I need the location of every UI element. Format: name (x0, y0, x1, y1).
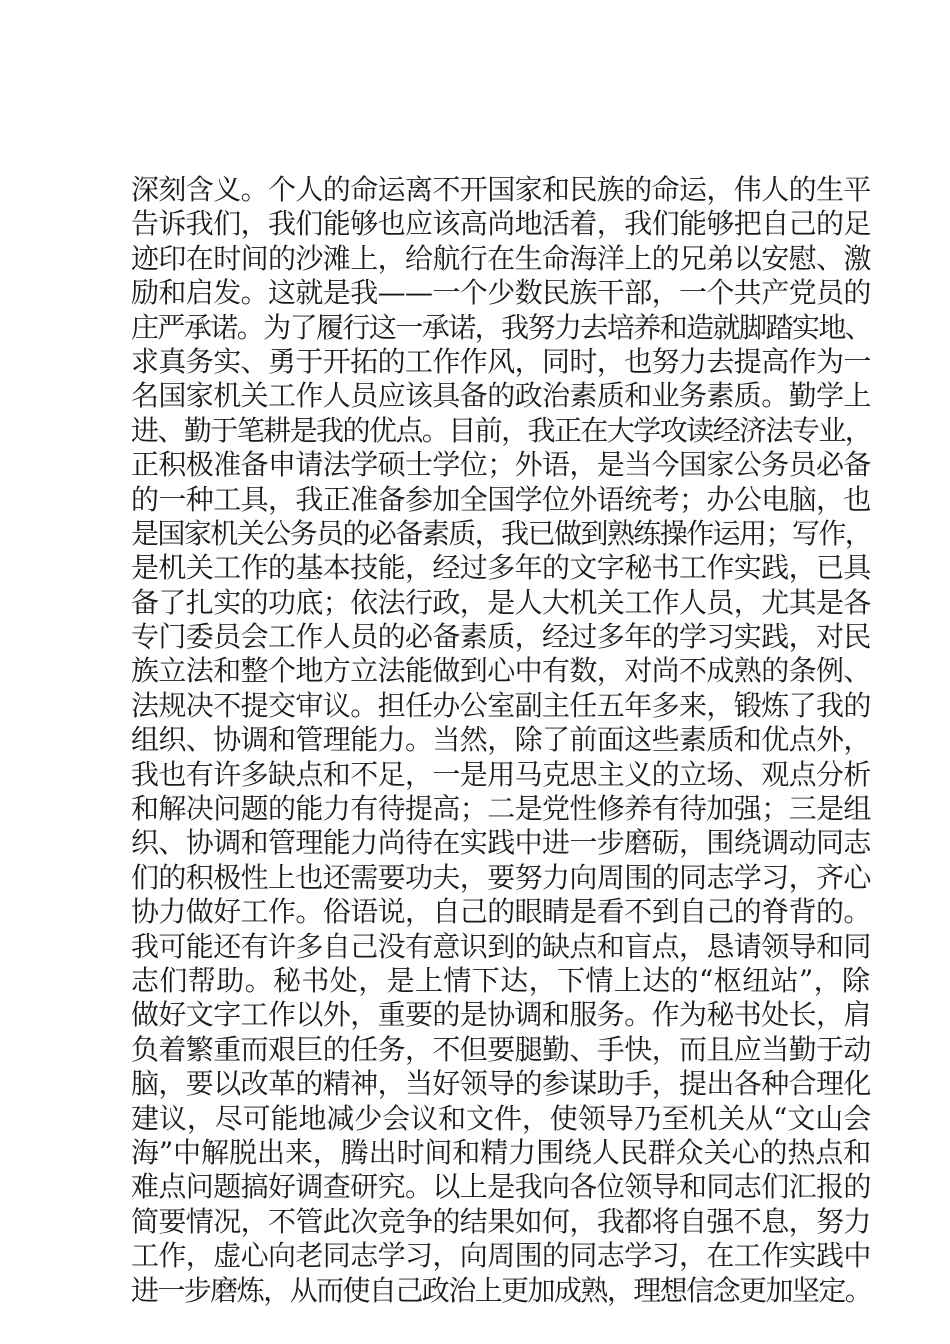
text-line: 励和启发。这就是我——一个少数民族干部，一个共产党员的 (131, 276, 871, 310)
text-line: 正积极准备申请法学硕士学位；外语，是当今国家公务员必备 (131, 448, 871, 482)
text-line: 法规决不提交审议。担任办公室副主任五年多来，锻炼了我的 (131, 688, 871, 722)
text-line: 告诉我们，我们能够也应该高尚地活着，我们能够把自己的足 (131, 207, 871, 241)
text-line: 建议，尽可能地减少会议和文件，使领导乃至机关从“文山会 (131, 1101, 872, 1135)
text-line: 族立法和整个地方立法能做到心中有数，对尚不成熟的条例、 (131, 654, 871, 688)
text-line: 做好文字工作以外，重要的是协调和服务。作为秘书处长，肩 (131, 998, 871, 1032)
text-line: 是国家机关公务员的必备素质，我已做到熟练操作运用；写作， (131, 516, 872, 550)
text-line: 协力做好工作。俗语说，自己的眼睛是看不到自己的脊背的。 (131, 895, 871, 929)
text-line: 负着繁重而艰巨的任务，不但要腿勤、手快，而且应当勤于动 (131, 1032, 871, 1066)
text-line: 志们帮助。秘书处，是上情下达，下情上达的“枢纽站”，除 (131, 963, 871, 997)
text-line: 名国家机关工作人员应该具备的政治素质和业务素质。勤学上 (131, 379, 871, 413)
text-line: 迹印在时间的沙滩上，给航行在生命海洋上的兄弟以安慰、激 (131, 241, 871, 275)
text-line: 难点问题搞好调查研究。以上是我向各位领导和同志们汇报的 (131, 1170, 871, 1204)
text-line: 海”中解脱出来，腾出时间和精力围绕人民群众关心的热点和 (131, 1135, 872, 1169)
text-line: 我也有许多缺点和不足，一是用马克思主义的立场、观点分析 (131, 757, 871, 791)
text-line: 专门委员会工作人员的必备素质，经过多年的学习实践，对民 (131, 620, 871, 654)
body-text (131, 173, 871, 1308)
text-line: 简要情况，不管此次竞争的结果如何，我都将自强不息，努力 (131, 1204, 871, 1238)
text-line: 求真务实、勇于开拓的工作作风，同时，也努力去提高作为一 (131, 344, 871, 378)
text-line: 们的积极性上也还需要功夫，要努力向周围的同志学习，齐心 (131, 860, 871, 894)
text-line: 脑，要以改革的精神，当好领导的参谋助手，提出各种合理化 (131, 1067, 871, 1101)
text-line: 组织、协调和管理能力。当然，除了前面这些素质和优点外， (131, 723, 871, 757)
text-line: 工作，虚心向老同志学习，向周围的同志学习，在工作实践中 (131, 1239, 871, 1273)
text-line: 和解决问题的能力有待提高；二是党性修养有待加强；三是组 (131, 792, 871, 826)
text-line: 备了扎实的功底；依法行政，是人大机关工作人员，尤其是各 (131, 585, 871, 619)
text-line: 进、勤于笔耕是我的优点。目前，我正在大学攻读经济法专业， (131, 413, 872, 447)
text-line: 是机关工作的基本技能，经过多年的文字秘书工作实践，已具 (131, 551, 871, 585)
text-line: 深刻含义。个人的命运离不开国家和民族的命运，伟人的生平 (131, 173, 871, 206)
text-line: 庄严承诺。为了履行这一承诺，我努力去培养和造就脚踏实地、 (131, 310, 872, 344)
text-line: 的一种工具，我正准备参加全国学位外语统考；办公电脑，也 (131, 482, 871, 516)
text-line: 进一步磨炼，从而使自己政治上更加成熟，理想信念更加坚定。 (131, 1273, 872, 1307)
text-line: 织、协调和管理能力尚待在实践中进一步磨砺，围绕调动同志 (131, 826, 871, 860)
text-line: 我可能还有许多自己没有意识到的缺点和盲点，恳请领导和同 (131, 929, 871, 963)
